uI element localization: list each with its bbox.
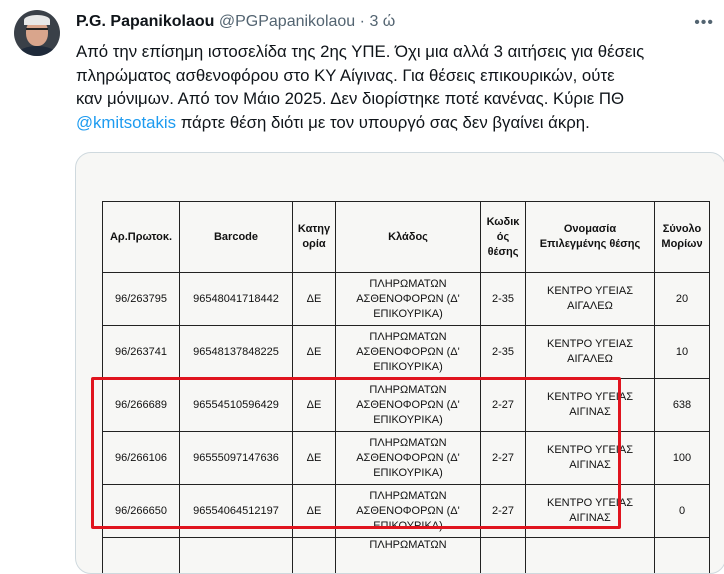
- applications-table: [102, 201, 710, 574]
- cell-position-name: [526, 485, 655, 538]
- cell-position-name: [526, 432, 655, 485]
- cell-barcode: 96554064512197: [180, 485, 293, 538]
- tweet-text: [76, 40, 716, 134]
- spec-line-2: ΑΣΘΕΝΟΦΟΡΩΝ (Δ': [356, 293, 460, 305]
- tweet-header: [76, 12, 395, 32]
- header-category-l2: ορία: [302, 238, 325, 250]
- mention-link[interactable]: @kmitsotakis: [76, 113, 176, 132]
- cell-score: 20: [655, 273, 710, 326]
- cell-barcode: 96555097147636: [180, 432, 293, 485]
- attached-image[interactable]: [75, 152, 724, 574]
- tweet-line-2: πληρώματος ασθενοφόρου στο ΚΥ Αίγινας. Για θέσεις επικουρικών, ούτε: [76, 64, 716, 88]
- name-line-1: ΚΕΝΤΡΟ ΥΓΕΙΑΣ: [547, 391, 633, 403]
- header-category: [293, 202, 336, 273]
- table-row: [103, 379, 710, 432]
- spec-line-1: ΠΛΗΡΩΜΑΤΩΝ: [369, 278, 446, 290]
- cell-category: ΔΕ: [293, 432, 336, 485]
- header-specialty: Κλάδος: [336, 202, 481, 273]
- separator-dot: ·: [360, 13, 365, 30]
- table-header-row: [103, 202, 710, 273]
- cell-protocol: 96/266650: [103, 485, 180, 538]
- spec-line-2: ΑΣΘΕΝΟΦΟΡΩΝ (Δ': [356, 505, 460, 517]
- spec-line-1: ΠΛΗΡΩΜΑΤΩΝ: [369, 331, 446, 343]
- spec-line-1: ΠΛΗΡΩΜΑΤΩΝ: [369, 490, 446, 502]
- cell-category: ΔΕ: [293, 379, 336, 432]
- cell-specialty: [336, 379, 481, 432]
- name-line-1: ΚΕΝΤΡΟ ΥΓΕΙΑΣ: [547, 444, 633, 456]
- author-name[interactable]: P.G. Papanikolaou: [76, 13, 214, 30]
- cell-category: ΔΕ: [293, 485, 336, 538]
- timestamp[interactable]: 3 ώ: [369, 13, 395, 30]
- tweet-line-4: [76, 111, 716, 135]
- cell-specialty: [336, 273, 481, 326]
- cell-category: ΔΕ: [293, 326, 336, 379]
- header-score-l1: Σύνολο: [663, 223, 702, 235]
- cell-protocol: 96/263741: [103, 326, 180, 379]
- cell-position-name: [526, 273, 655, 326]
- name-line-2: ΑΙΓΙΝΑΣ: [569, 459, 611, 471]
- name-line-2: ΑΙΓΑΛΕΩ: [567, 300, 613, 312]
- document-scan: [102, 201, 710, 574]
- spec-line-3: ΕΠΙΚΟΥΡΙΚΑ): [373, 467, 443, 479]
- spec-line-3: ΕΠΙΚΟΥΡΙΚΑ): [373, 520, 443, 532]
- cell-code: 2-27: [481, 432, 526, 485]
- spec-line-3: ΕΠΙΚΟΥΡΙΚΑ): [373, 361, 443, 373]
- tweet-line-3: καν μόνιμων. Από τον Μάιο 2025. Δεν διορίστηκε ποτέ κανένας. Κύριε ΠΘ: [76, 87, 716, 111]
- avatar-shirt: [18, 46, 56, 56]
- cell-code: 2-27: [481, 379, 526, 432]
- cell-specialty: [336, 485, 481, 538]
- cell-category: ΔΕ: [293, 273, 336, 326]
- cell-position-name: [526, 326, 655, 379]
- header-category-l1: Κατηγ: [298, 223, 330, 235]
- cell-protocol: 96/263795: [103, 273, 180, 326]
- header-code-l2: ός: [497, 231, 509, 243]
- spec-line-2: ΑΣΘΕΝΟΦΟΡΩΝ (Δ': [356, 346, 460, 358]
- name-line-2: ΑΙΓΑΛΕΩ: [567, 353, 613, 365]
- cell-code: 2-27: [481, 485, 526, 538]
- header-position-name: [526, 202, 655, 273]
- spec-line-1: ΠΛΗΡΩΜΑΤΩΝ: [369, 384, 446, 396]
- table-row: [103, 273, 710, 326]
- spec-line-3: ΕΠΙΚΟΥΡΙΚΑ): [373, 308, 443, 320]
- avatar-hair: [24, 15, 50, 25]
- cell-code: 2-35: [481, 273, 526, 326]
- tweet-line-4-rest: πάρτε θέση διότι με τον υπουργό σας δεν βγαίνει άκρη.: [176, 113, 590, 132]
- table-row: [103, 326, 710, 379]
- avatar-glasses: [26, 28, 48, 35]
- cell-barcode: 96548137848225: [180, 326, 293, 379]
- header-score-l2: Μορίων: [661, 238, 702, 250]
- cell-barcode: 96554510596429: [180, 379, 293, 432]
- cell-protocol: 96/266106: [103, 432, 180, 485]
- table-row: [103, 432, 710, 485]
- name-line-1: ΚΕΝΤΡΟ ΥΓΕΙΑΣ: [547, 497, 633, 509]
- more-options-icon[interactable]: •••: [694, 14, 714, 32]
- author-handle[interactable]: @PGPapanikolaou: [219, 13, 355, 30]
- cell-specialty: [336, 432, 481, 485]
- cell-score: 10: [655, 326, 710, 379]
- table-row: [103, 485, 710, 538]
- spec-line-1: ΠΛΗΡΩΜΑΤΩΝ: [369, 539, 446, 551]
- cell-score: 0: [655, 485, 710, 538]
- cell-specialty: [336, 326, 481, 379]
- header-code-l1: Κωδικ: [487, 216, 520, 228]
- cell-protocol: 96/266689: [103, 379, 180, 432]
- tweet-line-1: Από την επίσημη ιστοσελίδα της 2ης ΥΠΕ. Όχι μια αλλά 3 αιτήσεις για θέσεις: [76, 40, 716, 64]
- cell-position-name: [526, 379, 655, 432]
- name-line-1: ΚΕΝΤΡΟ ΥΓΕΙΑΣ: [547, 338, 633, 350]
- name-line-1: ΚΕΝΤΡΟ ΥΓΕΙΑΣ: [547, 285, 633, 297]
- cell-score: 638: [655, 379, 710, 432]
- cell-code: 2-35: [481, 326, 526, 379]
- header-code: [481, 202, 526, 273]
- spec-line-1: ΠΛΗΡΩΜΑΤΩΝ: [369, 437, 446, 449]
- header-name-l2: Επιλεγμένης θέσης: [540, 238, 640, 250]
- cell-barcode: 96548041718442: [180, 273, 293, 326]
- header-score: [655, 202, 710, 273]
- header-code-l3: θέσης: [488, 246, 519, 258]
- spec-line-2: ΑΣΘΕΝΟΦΟΡΩΝ (Δ': [356, 452, 460, 464]
- name-line-2: ΑΙΓΙΝΑΣ: [569, 512, 611, 524]
- cell-score: 100: [655, 432, 710, 485]
- header-barcode: Barcode: [180, 202, 293, 273]
- header-protocol: Αρ.Πρωτοκ.: [103, 202, 180, 273]
- avatar[interactable]: [14, 10, 60, 56]
- name-line-2: ΑΙΓΙΝΑΣ: [569, 406, 611, 418]
- header-name-l1: Ονομασία: [564, 223, 616, 235]
- spec-line-2: ΑΣΘΕΝΟΦΟΡΩΝ (Δ': [356, 399, 460, 411]
- spec-line-3: ΕΠΙΚΟΥΡΙΚΑ): [373, 414, 443, 426]
